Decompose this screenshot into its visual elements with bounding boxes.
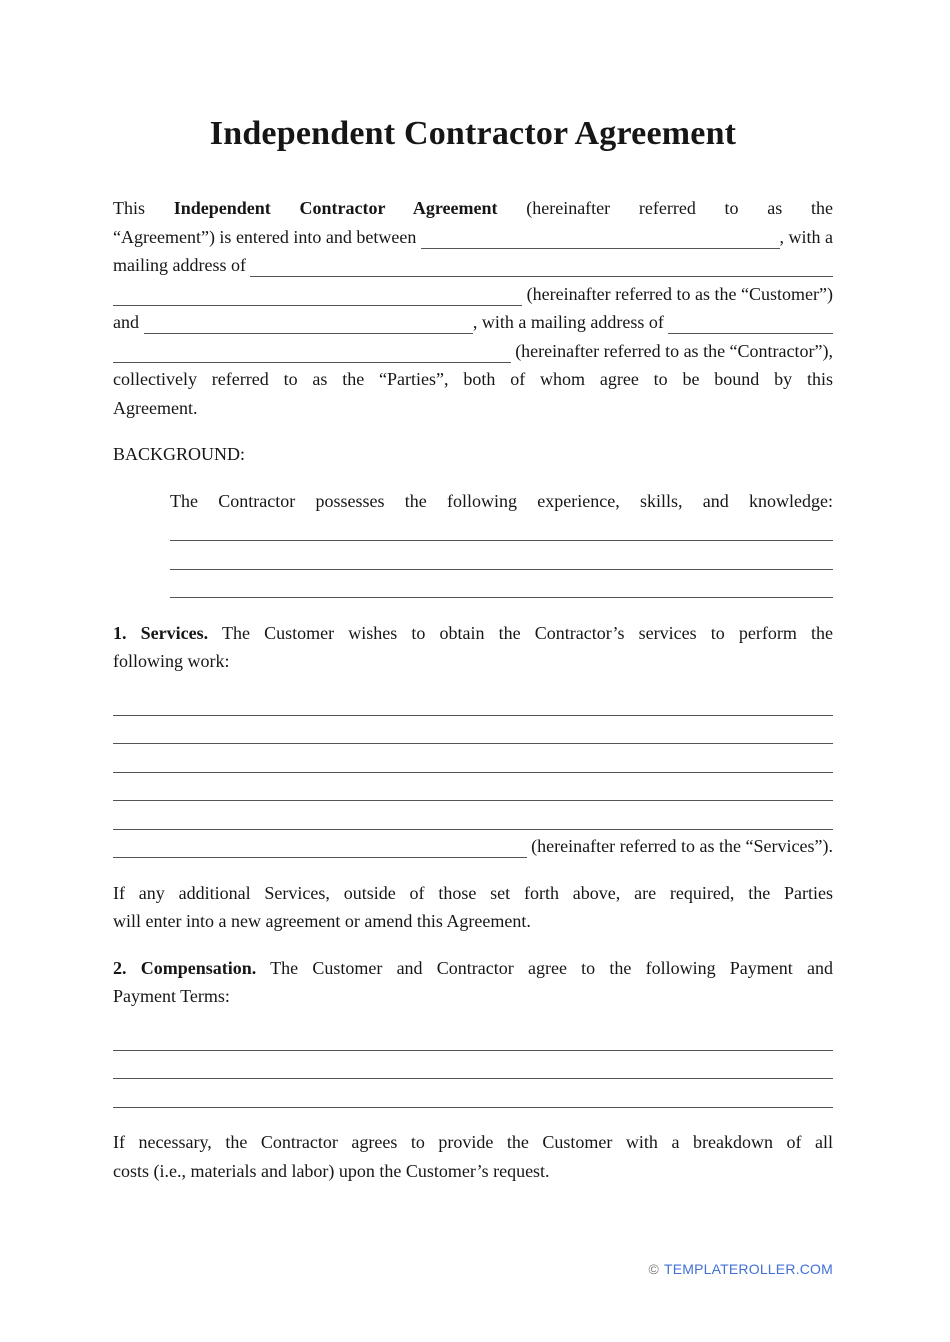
text-line	[113, 280, 833, 309]
background-label	[113, 440, 833, 469]
text-line	[113, 879, 833, 908]
text-segment: costs (i.e., materials and labor) upon the Customer’s request.	[113, 1160, 550, 1181]
fill-blank	[144, 308, 473, 337]
text-segment: will enter into a new agreement or amend this Agreement.	[113, 911, 531, 931]
fill-blank	[113, 775, 833, 804]
text-segment: (hereinafter referred to as the “Contractor”),	[510, 340, 833, 361]
fill-blank	[113, 832, 527, 861]
text-segment: (hereinafter referred to as the	[497, 198, 833, 218]
blank-line	[113, 747, 833, 776]
text-line	[113, 365, 833, 394]
text-segment: (hereinafter referred to as the “Customer”)	[522, 283, 833, 304]
fill-blank	[113, 690, 833, 719]
fill-blank	[250, 251, 833, 280]
text-segment: , with a	[779, 226, 833, 247]
text-segment: Payment Terms:	[113, 986, 230, 1006]
document-title: Independent Contractor Agreement	[209, 115, 737, 152]
text-segment: The Customer and Contractor agree to the following Payment and	[256, 957, 834, 978]
fill-blank	[113, 280, 522, 309]
document-content	[113, 112, 833, 1185]
text-line	[113, 647, 833, 676]
text-segment: , with a mailing address of	[472, 312, 669, 332]
blank-line	[113, 690, 833, 719]
fill-blank	[170, 515, 833, 544]
text-segment: BACKGROUND:	[113, 444, 246, 464]
text-segment: If any additional Services, outside of those set forth above, are required, the Parties	[113, 882, 833, 903]
fill-blank	[170, 544, 833, 573]
services-clause	[113, 619, 833, 676]
blank-line	[113, 775, 833, 804]
blank-line	[113, 1053, 833, 1082]
text-line	[113, 832, 833, 861]
text-segment: Agreement.	[113, 397, 198, 418]
document-body	[113, 194, 833, 1185]
cost-breakdown-paragraph	[113, 1128, 833, 1185]
fill-blank	[113, 804, 833, 833]
text-line	[113, 619, 833, 648]
fill-blank	[113, 1082, 833, 1111]
text-line	[113, 907, 833, 936]
text-segment: This	[113, 198, 174, 218]
text-segment: (hereinafter referred to as the “Services”).	[526, 836, 833, 856]
compensation-blank-lines	[113, 1025, 833, 1111]
text-line	[113, 251, 833, 280]
blank-line	[113, 804, 833, 833]
text-line	[113, 223, 833, 252]
skills-paragraph	[170, 487, 833, 601]
text-line	[170, 487, 833, 516]
text-segment: and	[113, 312, 144, 332]
blank-line	[170, 544, 833, 573]
fill-blank	[113, 1025, 833, 1054]
text-segment: The Contractor possesses the following experience, skills, and knowledge:	[170, 490, 833, 511]
bold-text-segment: 2. Compensation.	[113, 957, 257, 978]
text-line	[113, 440, 833, 469]
bold-text-segment: Independent Contractor Agreement	[173, 198, 498, 218]
copyright-symbol: ©	[648, 1261, 659, 1277]
additional-services-paragraph	[113, 879, 833, 936]
text-line	[113, 308, 833, 337]
fill-blank	[113, 747, 833, 776]
fill-blank	[170, 572, 833, 601]
text-segment: “Agreement”) is entered into and between	[113, 226, 421, 247]
text-segment: collectively referred to as the “Parties”, both of whom agree to be bound by this	[113, 369, 833, 389]
compensation-clause	[113, 954, 833, 1011]
text-line	[113, 982, 833, 1011]
text-line	[113, 194, 833, 223]
fill-blank	[113, 1053, 833, 1082]
fill-blank	[421, 223, 780, 252]
blank-line	[113, 1025, 833, 1054]
blank-line	[113, 718, 833, 747]
text-segment: following work:	[113, 651, 230, 671]
blank-line	[113, 1082, 833, 1111]
fill-blank	[668, 308, 833, 337]
text-line	[113, 337, 833, 366]
text-line	[113, 1157, 833, 1186]
bold-text-segment: 1. Services.	[113, 622, 209, 643]
text-line	[113, 394, 833, 423]
text-segment: mailing address of	[113, 255, 251, 275]
footer-site-link[interactable]: TEMPLATEROLLER.COM	[663, 1261, 833, 1277]
text-line	[113, 1128, 833, 1157]
fill-blank	[113, 337, 511, 366]
text-line	[113, 954, 833, 983]
text-segment: If necessary, the Contractor agrees to provide the Customer with a breakdown of all	[113, 1132, 833, 1152]
intro-paragraph	[113, 194, 833, 422]
blank-line	[170, 572, 833, 601]
page-footer	[648, 1261, 833, 1277]
fill-blank	[113, 718, 833, 747]
services-blank-lines	[113, 690, 833, 861]
text-segment: The Customer wishes to obtain the Contractor’s services to perform the	[208, 622, 833, 643]
blank-line	[170, 515, 833, 544]
